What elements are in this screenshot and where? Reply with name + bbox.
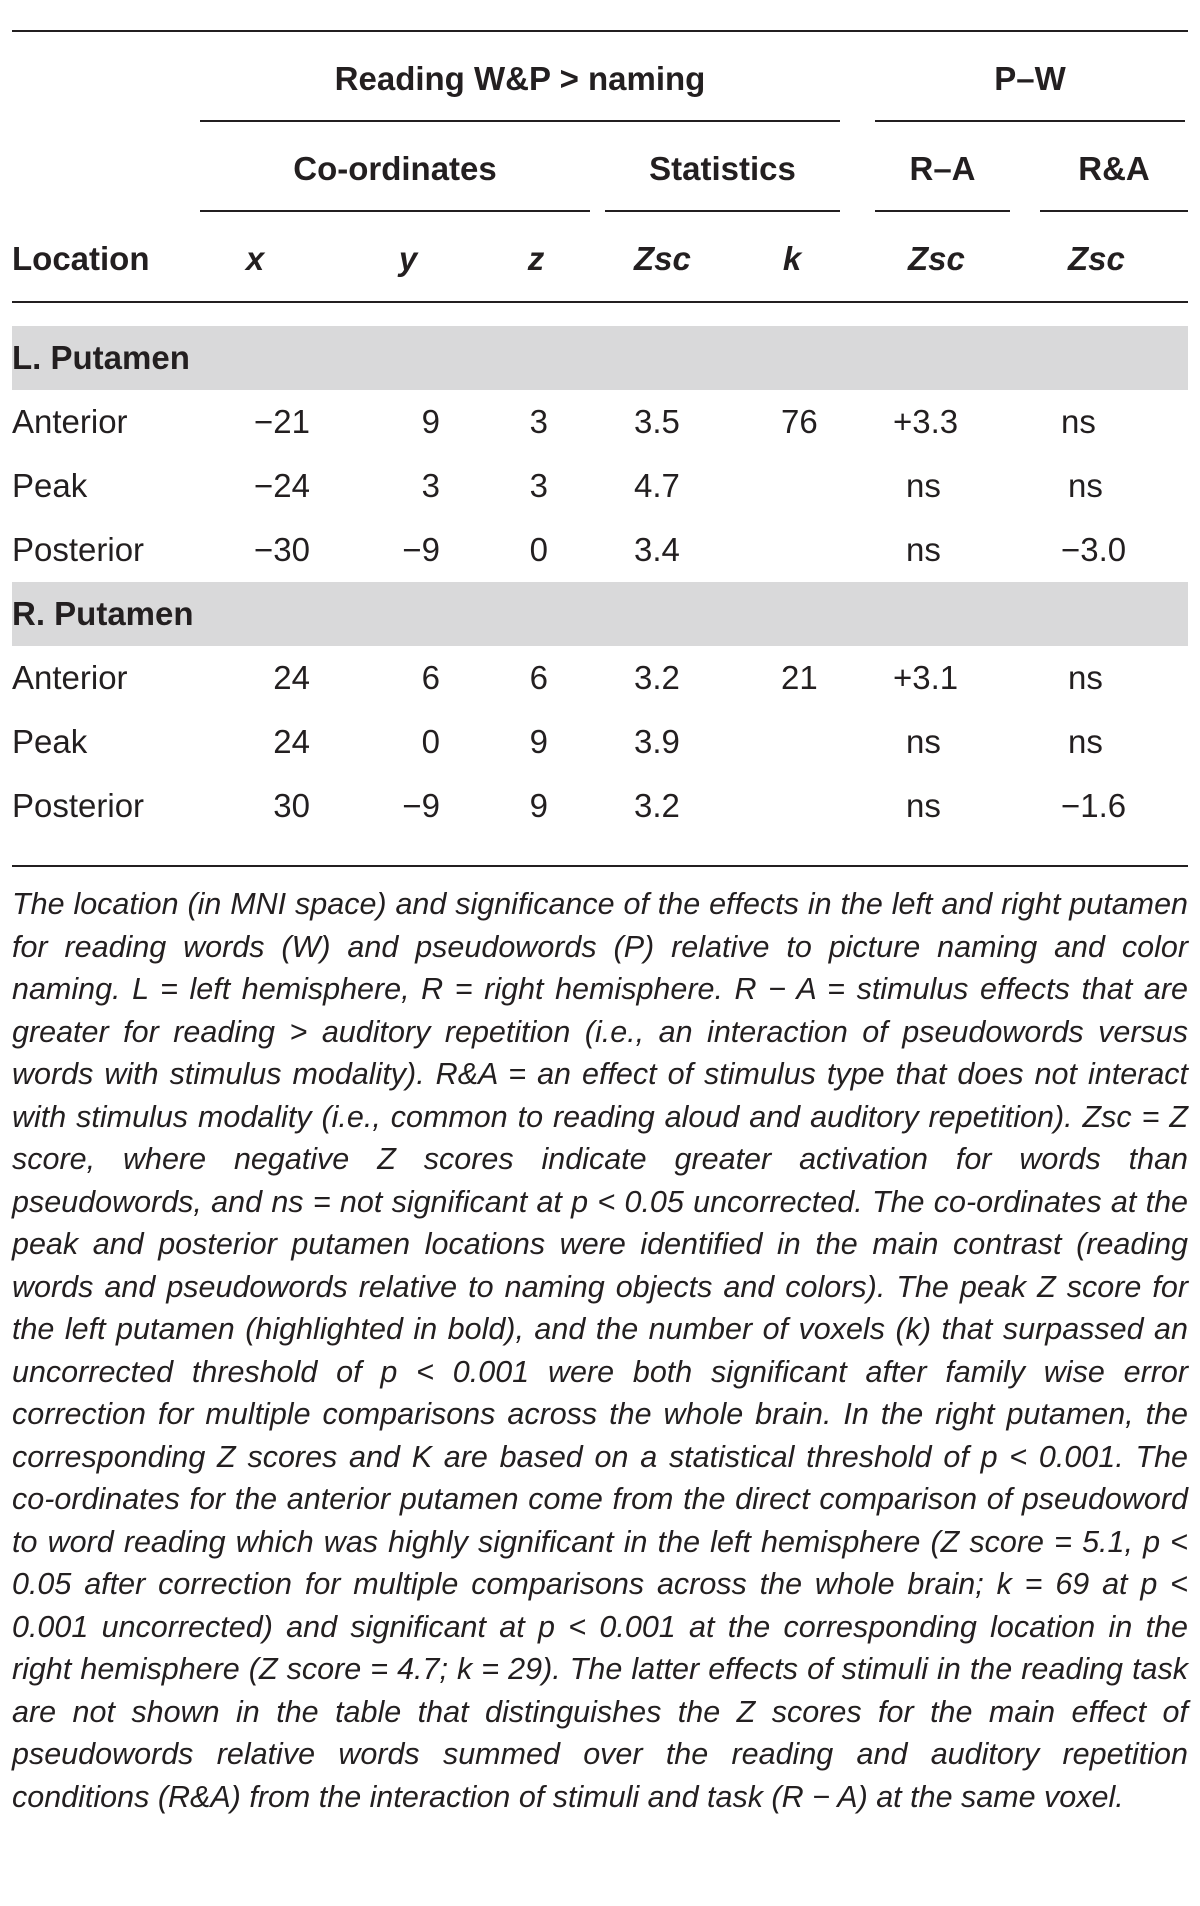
subheader-coordinates: Co-ordinates xyxy=(293,150,497,187)
row-rand: ns xyxy=(1068,723,1103,760)
row-location: Peak xyxy=(12,723,88,760)
row-rand: −1.6 xyxy=(1061,787,1127,824)
row-rand: ns xyxy=(1068,659,1103,696)
row-zsc: 3.2 xyxy=(634,659,680,696)
row-location: Posterior xyxy=(12,531,145,568)
row-x: −21 xyxy=(254,403,310,440)
row-x: 30 xyxy=(273,787,310,824)
column-header-zsc: Zsc xyxy=(634,240,691,277)
column-header-rule xyxy=(12,301,1188,303)
subheader-rule-statistics xyxy=(605,210,840,212)
row-y: 6 xyxy=(421,659,440,696)
column-header-location: Location xyxy=(12,240,150,277)
group-header-reading: Reading W&P > naming xyxy=(334,60,706,97)
subheader-rule-ra-and xyxy=(1040,210,1188,212)
row-z: 3 xyxy=(529,467,548,504)
column-header-x: x xyxy=(245,240,265,277)
subheader-rule-coordinates xyxy=(200,210,590,212)
row-ra: +3.3 xyxy=(893,403,959,440)
row-zsc: 3.9 xyxy=(634,723,680,760)
row-zsc: 3.2 xyxy=(634,787,680,824)
subheader-rule-ra-minus xyxy=(875,210,1010,212)
table-bottom-rule xyxy=(12,865,1188,867)
row-z: 9 xyxy=(529,723,548,760)
row-zsc: 4.7 xyxy=(634,467,680,504)
row-location: Anterior xyxy=(12,403,128,440)
row-location: Posterior xyxy=(12,787,145,824)
subheader-ra-minus: R–A xyxy=(909,150,976,187)
row-ra: ns xyxy=(906,467,941,504)
row-y: 9 xyxy=(421,403,440,440)
subheader-statistics: Statistics xyxy=(649,150,796,187)
subheader-ra-and: R&A xyxy=(1078,150,1150,187)
row-x: 24 xyxy=(273,723,310,760)
section-title-right-putamen: R. Putamen xyxy=(12,595,194,632)
section-title-left-putamen: L. Putamen xyxy=(12,339,190,376)
row-z: 9 xyxy=(529,787,548,824)
row-location: Anterior xyxy=(12,659,128,696)
row-x: −30 xyxy=(254,531,310,568)
row-k: 21 xyxy=(781,659,818,696)
row-rand: −3.0 xyxy=(1061,531,1127,568)
row-zsc: 3.5 xyxy=(634,403,680,440)
row-y: 3 xyxy=(421,467,440,504)
group-rule-reading xyxy=(200,120,840,122)
row-k: 76 xyxy=(781,403,818,440)
group-rule-pw xyxy=(875,120,1185,122)
row-ra: ns xyxy=(906,531,941,568)
row-z: 0 xyxy=(529,531,548,568)
group-header-pw: P–W xyxy=(994,60,1066,97)
row-ra: +3.1 xyxy=(893,659,959,696)
row-ra: ns xyxy=(906,723,941,760)
row-y: 0 xyxy=(421,723,440,760)
row-x: 24 xyxy=(273,659,310,696)
row-rand: ns xyxy=(1061,403,1096,440)
row-zsc: 3.4 xyxy=(634,531,680,568)
column-header-y: y xyxy=(398,240,418,277)
column-header-z: z xyxy=(527,240,545,277)
column-header-ra-zsc: Zsc xyxy=(908,240,965,277)
row-z: 3 xyxy=(529,403,548,440)
row-y: −9 xyxy=(402,787,440,824)
column-header-k: k xyxy=(782,240,802,277)
column-header-rand-zsc: Zsc xyxy=(1068,240,1125,277)
row-z: 6 xyxy=(529,659,548,696)
table-caption: The location (in MNI space) and significance of the effects in the left and right putamen for reading words (W) and pseudowords (P) relative to picture naming and color naming. L = left hemisphere, R = right hemisphere. R − A = stimulus effects that are greater for reading > auditory repetition (i.e., an interaction of pseudowords versus words with stimulus modality). R&A = an effect of stimulus type that does not interact with stimulus modality (i.e., common to reading aloud and auditory repetition). Zsc = Z score, where negative Z scores indicate greater activation for words than pseudowords, and ns = not significant at p < 0.05 uncorrected. The co-ordinates at the peak and posterior putamen locations were identified in the main contrast (reading words and pseudowords relative to naming objects and colors). The peak Z score for the left putamen (highlighted in bold), and the number of voxels (k) that surpassed an uncorrected threshold of p < 0.001 were both significant after family wise error correction for multiple comparisons across the whole brain. In the right putamen, the corresponding Z scores and K are based on a statistical threshold of p < 0.001. The co-ordinates for the anterior putamen come from the direct comparison of pseudoword to word reading which was highly significant in the left hemisphere (Z score = 5.1, p < 0.05 after correction for multiple comparisons across the whole brain; k = 69 at p < 0.001 uncorrected) and significant at p < 0.001 at the corresponding location in the right hemisphere (Z score = 4.7; k = 29). The latter effects of stimuli in the reading task are not shown in the table that distinguishes the Z scores for the main effect of pseudowords relative words summed over the reading and auditory repetition conditions (R&A) from the interaction of stimuli and task (R − A) at the same voxel. xyxy=(12,887,1188,1814)
table-top-rule xyxy=(12,30,1188,32)
row-rand: ns xyxy=(1068,467,1103,504)
row-x: −24 xyxy=(254,467,310,504)
row-location: Peak xyxy=(12,467,88,504)
row-y: −9 xyxy=(402,531,440,568)
row-ra: ns xyxy=(906,787,941,824)
